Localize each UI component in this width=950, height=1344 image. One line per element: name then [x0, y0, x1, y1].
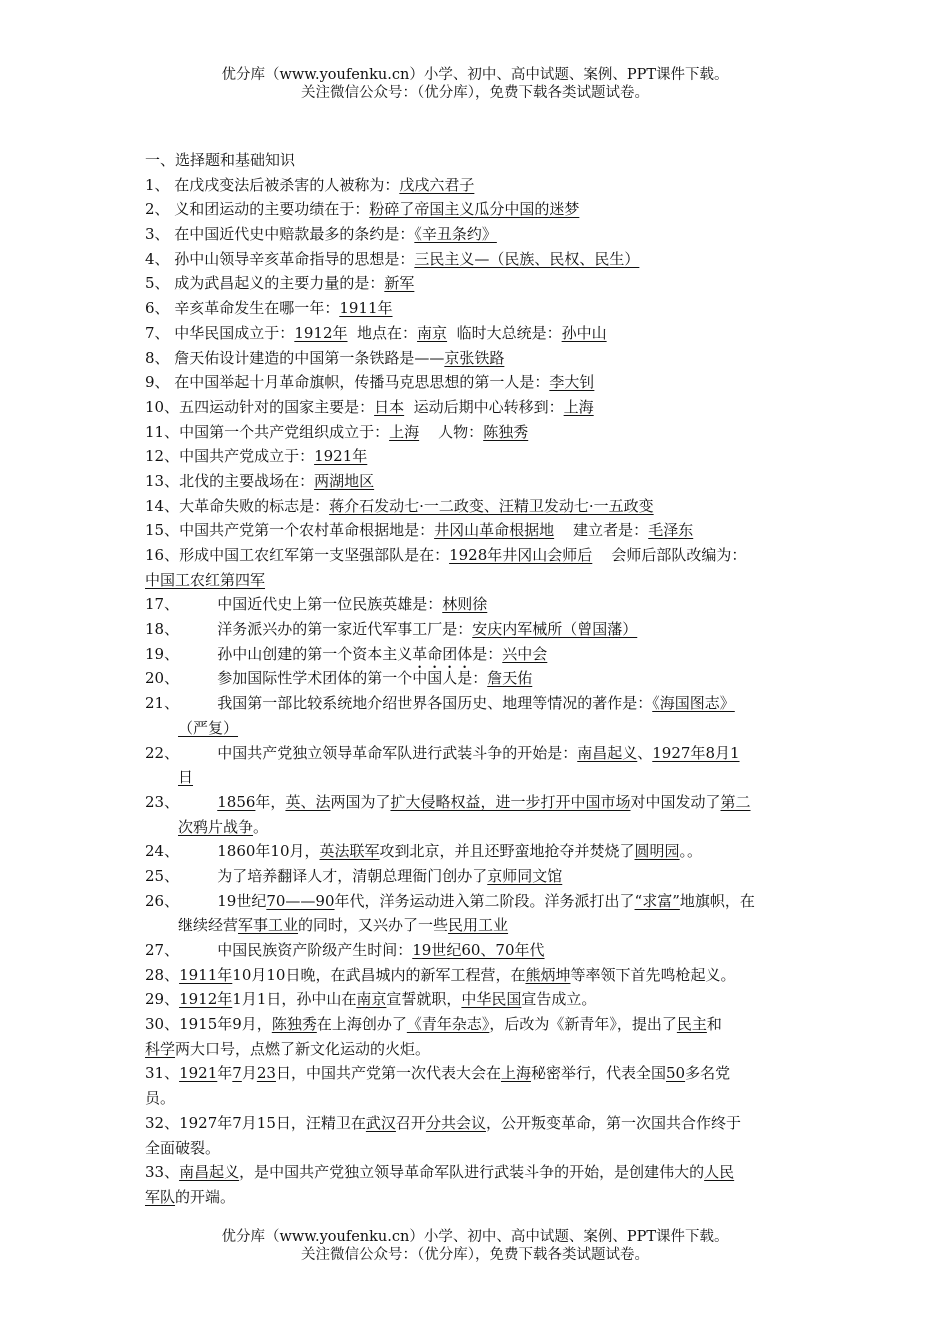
answer-text: 南昌起义	[577, 743, 638, 762]
question-text: 12、中国共产党成立于：	[145, 447, 315, 466]
answer-text: 新军	[384, 274, 415, 293]
answer-text: 1912年	[179, 990, 233, 1009]
answer-text: 南京	[356, 990, 387, 1009]
question-text: 31、	[145, 1064, 180, 1083]
document-line	[145, 370, 807, 395]
question-text: 年代，洋务运动进入第二阶段。洋务派打出了	[334, 891, 635, 910]
answer-text: 军事工业	[238, 916, 299, 935]
answer-text: 第二	[720, 792, 751, 811]
answer-text: 1911年	[179, 965, 233, 984]
document-line	[145, 987, 807, 1012]
answer-text: 安庆内军械所（曾国藩）	[472, 620, 638, 639]
document-line	[145, 420, 807, 445]
answer-text: 上海	[500, 1064, 531, 1083]
question-text: 人物：	[419, 422, 484, 441]
document-line	[145, 691, 807, 716]
document-line	[145, 963, 807, 988]
answer-text: 7	[232, 1064, 242, 1083]
answer-text: 陈独秀	[483, 422, 529, 441]
answer-text: 孙中山	[561, 323, 607, 342]
question-text: ，后改为《新青年》，提出了	[489, 1015, 677, 1034]
question-text: 10、五四运动针对的国家主要是：	[145, 397, 375, 416]
document-line	[145, 617, 807, 642]
question-text: 、	[637, 743, 653, 762]
page-footer	[0, 1228, 950, 1264]
question-text: 14、大革命失败的标志是：	[145, 496, 330, 515]
footer-line-1: 优分库（www.youfenku.cn）小学、初中、高中试题、案例、PPT课件下载。	[221, 1229, 729, 1245]
answer-text: 英法联军	[319, 842, 380, 861]
answer-text: 23	[256, 1064, 276, 1083]
answer-text: 三民主义—（民族、民权、民生）	[414, 249, 640, 268]
document-line	[145, 197, 807, 222]
question-text: 月	[241, 1064, 257, 1083]
question-text: 4、 孙中山领导辛亥革命指导的思想是：	[145, 249, 415, 268]
page-header	[0, 66, 950, 102]
document-line	[145, 592, 807, 617]
answer-text: 次鸦片战争	[178, 817, 254, 836]
answer-text: 1928年井冈山会师后	[449, 546, 593, 564]
answer-text: 英、法	[285, 792, 331, 811]
question-text: 和	[706, 1015, 722, 1034]
question-text: 16、形成中国工农红军第一支坚强部队是在：	[145, 546, 450, 564]
document-line	[145, 518, 807, 543]
answer-text: 人民	[704, 1163, 735, 1182]
document-line	[145, 1111, 807, 1136]
question-text: ，是中国共产党独立领导革命军队进行武装斗争的开始，是创建伟大的	[239, 1163, 705, 1182]
document-line	[145, 765, 807, 790]
document-line	[145, 642, 807, 667]
answer-text: 上海	[563, 397, 594, 416]
document-body	[145, 148, 807, 1210]
question-text: 两国为了	[330, 792, 391, 811]
document-line	[145, 173, 807, 198]
answer-text: 蒋介石发动七·一二政变、汪精卫发动七·一五政变	[329, 496, 654, 515]
document-line	[145, 1185, 807, 1210]
answer-text: 《辛丑条约》	[414, 225, 497, 244]
question-text: 多名党	[685, 1064, 731, 1083]
document-line	[145, 790, 807, 815]
question-text: 23、	[145, 792, 218, 811]
answer-text: 李大钊	[549, 373, 595, 392]
answer-text: 日本	[374, 397, 405, 416]
question-text: 。。	[679, 842, 703, 861]
answer-text: 《海国图志》	[652, 694, 735, 713]
question-text: 员。	[145, 1089, 176, 1108]
header-line-1: 优分库（www.youfenku.cn）小学、初中、高中试题、案例、PPT课件下载。	[221, 67, 729, 83]
answer-text: 中国工农红第四军	[145, 570, 266, 589]
document-line	[145, 568, 807, 593]
question-text: 29、	[145, 990, 180, 1009]
answer-text: 中华民国	[461, 990, 522, 1009]
answer-text: 毛泽东	[648, 521, 694, 540]
document-line	[145, 741, 807, 766]
question-text: 临时大总统是：	[447, 323, 562, 342]
question-text: 28、	[145, 965, 180, 984]
question-text: 5、 成为武昌起义的主要力量的是：	[145, 274, 385, 293]
answer-text: 1911年	[339, 299, 393, 318]
question-text: 1月1日，孙中山在	[232, 990, 357, 1009]
question-text: 24、 1860年10月，	[145, 842, 320, 861]
document-line	[145, 716, 807, 741]
question-text: 秘密举行，代表全国	[530, 1064, 666, 1083]
document-line	[145, 1160, 807, 1185]
question-text: 30、1915年9月，	[145, 1015, 272, 1034]
answer-text: （严复）	[178, 718, 239, 737]
question-text: 27、 中国民族资产阶级产生时间：	[145, 941, 413, 959]
document-line	[145, 543, 807, 568]
answer-text: 扩大侵略权益，进一步打开中国市场	[390, 792, 631, 811]
question-text: 建立者是：	[554, 521, 649, 540]
question-text: 继续经营	[178, 916, 239, 935]
header-line-2: 关注微信公众号：（优分库），免费下载各类试题试卷。	[301, 85, 649, 101]
question-text: 宣誓就职，	[386, 990, 462, 1009]
document-line	[145, 1012, 807, 1037]
document-line	[145, 321, 807, 346]
question-text: 地点在：	[347, 323, 418, 342]
document-line	[145, 1136, 807, 1161]
question-text: 21、 我国第一部比较系统地介绍世界各国历史、地理等情况的著作是：	[145, 694, 653, 713]
answer-text: 熊炳坤	[525, 965, 571, 984]
answer-text: 1921	[179, 1064, 218, 1083]
answer-text: 1912年	[294, 323, 348, 342]
document-line	[145, 271, 807, 296]
question-text: 22、 中国共产党独立领导革命军队进行武装斗争的开始是：	[145, 743, 578, 762]
question-text: 25、 为了培养翻译人才，清朝总理衙门创办了	[145, 866, 488, 885]
question-text: 的同时，又兴办了一些	[298, 916, 449, 935]
answer-text: “求富”	[634, 891, 680, 910]
question-text: ，公开叛变革命，第一次国共合作终于	[485, 1113, 741, 1132]
answer-text: 两湖地区	[314, 471, 375, 490]
answer-text: 圆明园	[634, 842, 680, 861]
answer-text: 林则徐	[442, 595, 488, 614]
question-text: 全面破裂。	[145, 1138, 221, 1157]
answer-text: 南昌起义	[179, 1163, 240, 1182]
question-text: 6、 辛亥革命发生在哪一年：	[145, 299, 340, 318]
answer-text: 京师同文馆	[487, 866, 563, 885]
question-text: 运动后期中心转移到：	[404, 397, 564, 416]
answer-text: 民用工业	[448, 916, 509, 935]
question-text: 两大口号，点燃了新文化运动的火炬。	[175, 1039, 431, 1058]
question-text: 攻到北京，并且还野蛮地抢夺并焚烧了	[379, 842, 635, 861]
answer-text: 日	[178, 768, 194, 787]
question-text: 32、1927年7月15日，汪精卫在	[145, 1113, 366, 1132]
question-text: 15、中国共产党第一个农村革命根据地是：	[145, 521, 435, 540]
document-line	[145, 839, 807, 864]
section-title: 一、选择题和基础知识	[145, 151, 296, 169]
answer-text: 分共会议	[425, 1113, 486, 1132]
question-text: 7、 中华民国成立于：	[145, 323, 295, 342]
question-text: 11、中国第一个共产党组织成立于：	[145, 422, 390, 441]
answer-text: 军队	[145, 1187, 176, 1206]
question-text: 2、 义和团运动的主要功绩在于：	[145, 200, 370, 219]
answer-text: 上海	[389, 422, 420, 441]
question-text: 年	[217, 1064, 233, 1083]
document-line	[145, 494, 807, 519]
answer-text: 戊戌六君子	[399, 175, 475, 194]
document-line	[145, 296, 807, 321]
answer-text: 井冈山革命根据地	[434, 521, 555, 540]
answer-text: 武汉	[365, 1113, 396, 1132]
document-line	[145, 913, 807, 938]
answer-text: 詹天佑	[487, 669, 533, 688]
question-text: 召开	[395, 1113, 426, 1132]
answer-text: 1927年8月1	[652, 743, 740, 762]
question-text: 年，	[255, 792, 286, 811]
question-text: 18、 洋务派兴办的第一家近代军事工厂是：	[145, 620, 473, 639]
question-text: 10月10日晚，在武昌城内的新军工程营，在	[232, 965, 526, 984]
document-line	[145, 444, 807, 469]
question-text: 1、 在戊戌变法后被杀害的人被称为：	[145, 175, 400, 194]
answer-text: 1856	[217, 792, 256, 811]
question-text: 13、北伐的主要战场在：	[145, 471, 315, 490]
question-text: 17、 中国近代史上第一位民族英雄是：	[145, 595, 443, 614]
question-text: 日，中国共产党第一次代表大会在	[275, 1064, 501, 1083]
answer-text: 70——90	[266, 891, 335, 910]
answer-text: 19世纪60、70年代	[412, 941, 545, 959]
answer-text: 科学	[145, 1039, 176, 1058]
document-line	[145, 864, 807, 889]
question-text: 26、 19世纪	[145, 891, 267, 910]
document-line	[145, 666, 807, 691]
document-line	[145, 222, 807, 247]
question-text: 宣告成立。	[521, 990, 597, 1009]
question-text: 8、 詹天佑设计建造的中国第一条铁路是——	[145, 348, 445, 367]
question-text: 的开端。	[175, 1187, 236, 1206]
question-text: 是：	[472, 644, 503, 663]
answer-text: 京张铁路	[444, 348, 505, 367]
document-line	[145, 1061, 807, 1086]
answer-text: 兴中会	[502, 644, 548, 663]
question-text: 19、 孙中山创建的第一个资本主义	[145, 644, 413, 663]
document-line	[145, 247, 807, 272]
document-line	[145, 815, 807, 840]
question-text: 对中国发动了	[630, 792, 721, 811]
question-text: 3、 在中国近代史中赔款最多的条约是：	[145, 225, 415, 244]
answer-text: 《青年杂志》	[406, 1015, 490, 1034]
answer-text: 粉碎了帝国主义瓜分中国的迷梦	[369, 200, 580, 219]
answer-text: 50	[666, 1064, 686, 1083]
question-text: 。	[253, 817, 269, 836]
answer-text: 1921年	[314, 447, 368, 466]
question-text: 20、 参加国际性学术团体的第一个中国人是：	[145, 669, 488, 688]
question-text: 9、 在中国举起十月革命旗帜，传播马克思思想的第一人是：	[145, 373, 550, 392]
document-line	[145, 1037, 807, 1062]
document-line	[145, 346, 807, 371]
document-line	[145, 469, 807, 494]
question-text: 等率领下首先鸣枪起义。	[570, 965, 736, 984]
question-text: 地旗帜，在	[679, 891, 755, 910]
question-text: 在上海创办了	[316, 1015, 407, 1034]
document-line	[145, 395, 807, 420]
question-list	[145, 173, 807, 1210]
question-text: 会师后部队改编为：	[592, 546, 747, 564]
document-line	[145, 1086, 807, 1111]
question-text: 33、	[145, 1163, 180, 1182]
document-line	[145, 889, 807, 914]
footer-line-2: 关注微信公众号：（优分库），免费下载各类试题试卷。	[301, 1247, 649, 1263]
emphasis-text: 革命团体	[412, 644, 473, 663]
answer-text: 南京	[417, 323, 448, 342]
document-line	[145, 938, 807, 963]
answer-text: 民主	[676, 1015, 707, 1034]
answer-text: 陈独秀	[271, 1015, 317, 1034]
